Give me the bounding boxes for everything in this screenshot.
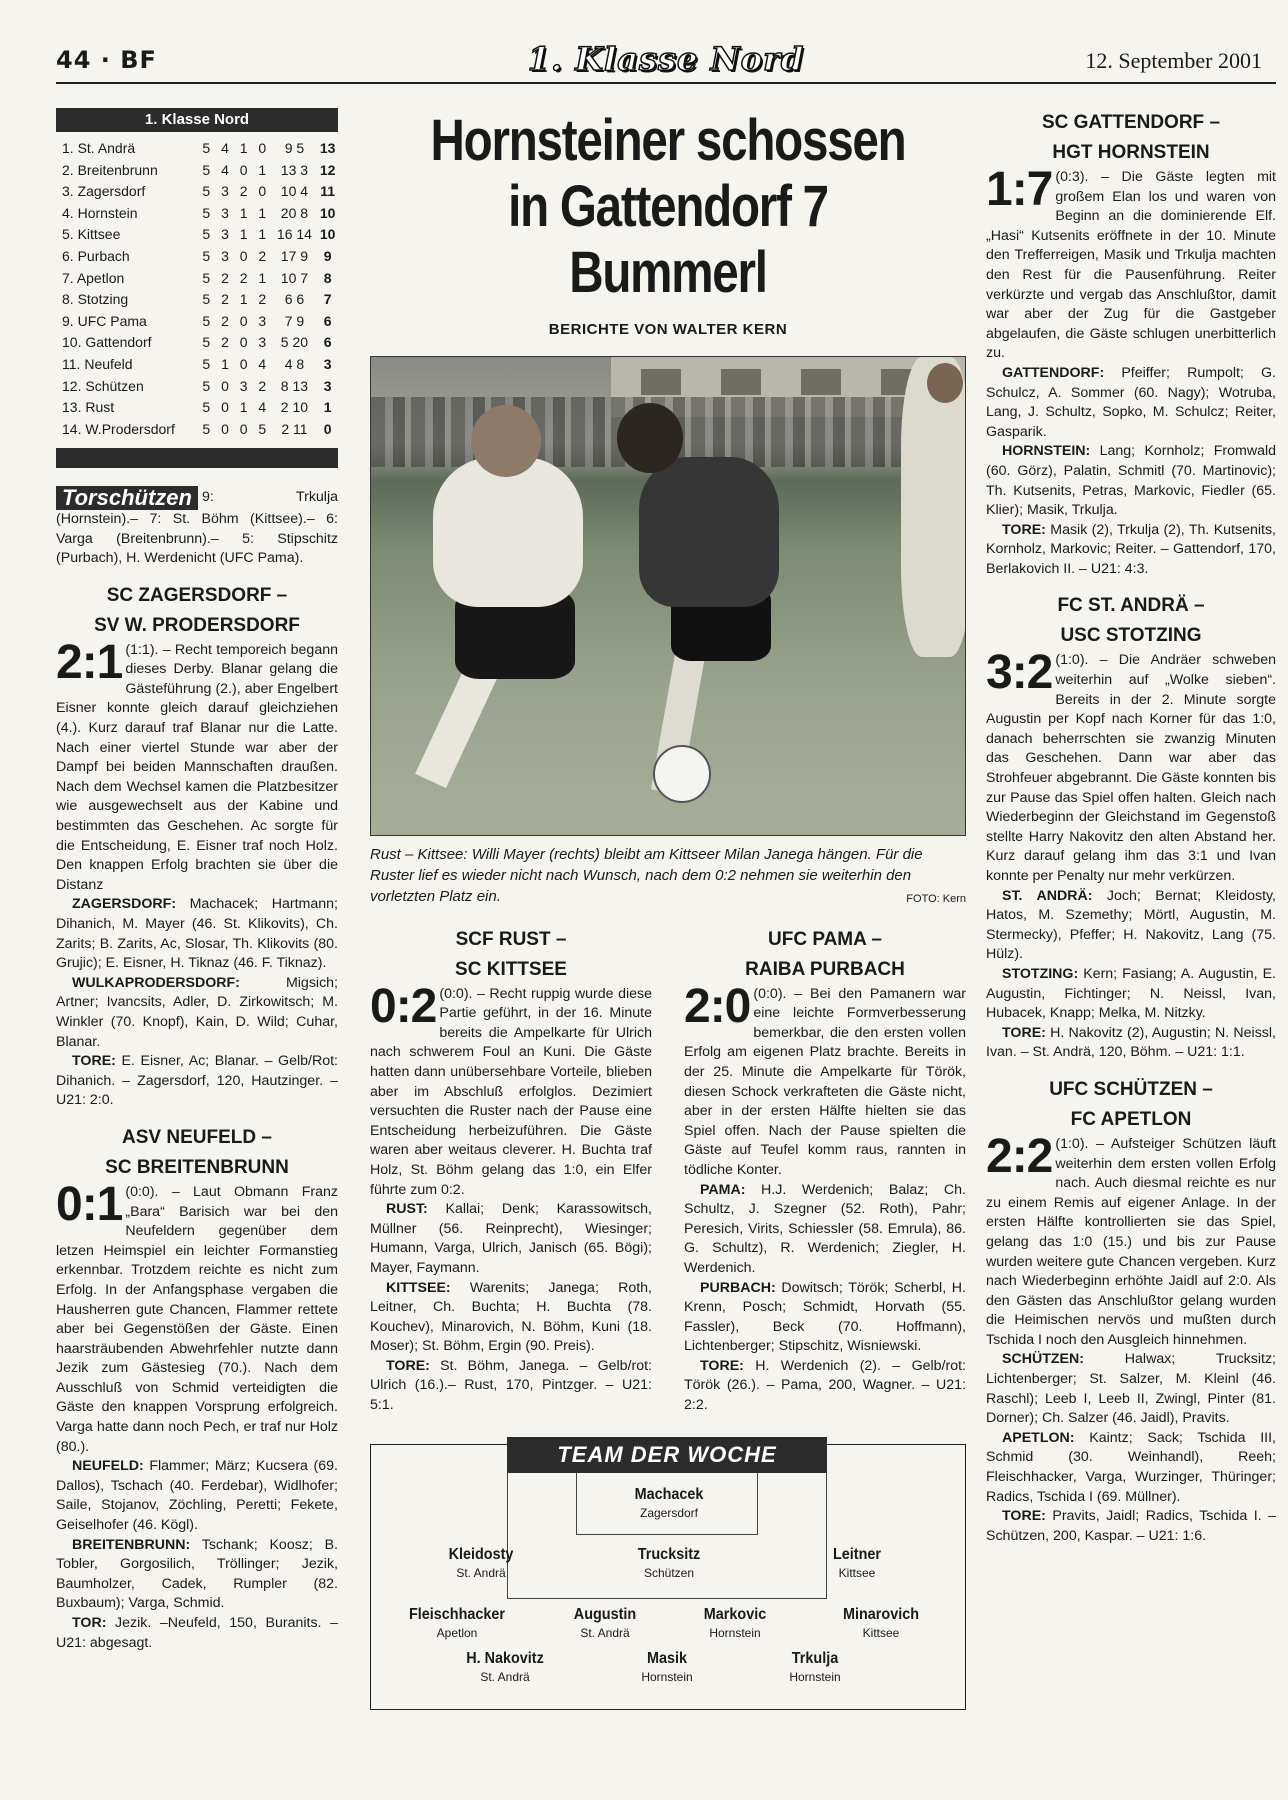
standings-row: [56, 181, 338, 203]
standings-sp: 5: [202, 420, 211, 437]
standings-pts: 10: [319, 204, 336, 221]
standings-goals: 8 13: [280, 377, 309, 394]
standings-row: [56, 332, 338, 354]
standings-team: 12. Schützen: [62, 377, 144, 394]
standings-row: [56, 289, 338, 311]
lineup-away: APETLON: Kaintz; Sack; Tschida III, Schmid (30. Weinhandl), Reeh; Fleischhacker, Varga, Wurzinger, Thüringer; Radics, Tschida I (69. Müllner).: [986, 1429, 1276, 1505]
match-goals: TORE: H. Werdenich (2). – Gelb/rot: Török (26.). – Pama, 200, Wagner. – U21: 2:2.: [684, 1357, 966, 1414]
standings-goals: 9 5: [284, 140, 305, 156]
match-goals: TORE: E. Eisner, Ac; Blanar. – Gelb/Rot: Dihanich. – Zagersdorf, 120, Hautzinger. – U21: 2:0.: [56, 1053, 338, 1109]
team-of-the-week-title: TEAM DER WOCHE: [507, 1437, 827, 1473]
match-score: 2:2: [986, 1129, 1053, 1183]
top-scorers-label: Torschützen: [56, 486, 198, 510]
match-goals: TORE: Pravits, Jaidl; Radics, Tschida I. – Schützen, 200, Kaspar. – U21: 1:6.: [986, 1508, 1276, 1544]
standings-goals: 5 20: [280, 334, 309, 351]
standings-u: 0: [239, 420, 248, 437]
standings-u: 0: [239, 247, 248, 264]
standings-s: 4: [221, 161, 229, 178]
photo-player-light: [433, 457, 583, 607]
match-report: 0:1 (0:0). – Laut Obmann Franz „Bara“ Barisich war bei den Neufeldern gegenüber dem letzen Heimspiel ein leichter Formanstieg erkennbar. Trotzdem reichte es nicht zum Erfolg. In der Anfangsphase vergaben die Hausherren gute Chancen, Flammer rettete aber bei Gegenstößen der Gäste. Einen haarsträubenden Abwehrfehler nutzte dann Jezik zum Gästesieg (70.). Nach dem Ausschluß von Schmid verteidigten die Gäste den knappen Vorsprung erfolgreich. Varga hatte dann noch Pech, er traf nur Holz (80.).: [56, 1177, 338, 1455]
standings-s: 0: [221, 399, 229, 416]
match-report: 0:2 (0:0). – Recht ruppig wurde diese Partie geführt, in der 16. Minute bereits die Ampelkarte für Ulrich nach schwerem Foul an Kuni. Die Gäste hatten dann unübersehbare Vorteile, blieben aber im Abschluß erfolglos. Dezimiert versuchten die Ruster nach der Pause eine Entscheidung herbeizuführen. Die Gäste waren aber weitaus cleverer. H. Buchta traf Holz, St. Böhm gelang das 1:0, ein Elfer führte zum 0:2.: [370, 979, 652, 1198]
standings-goals: 17 9: [280, 247, 309, 264]
standings-row: [56, 268, 338, 290]
standings-sp: 5: [202, 399, 211, 416]
standings-s: 4: [221, 140, 229, 156]
standings-box: [56, 108, 338, 468]
standings-row: [56, 419, 338, 441]
standings-row: [56, 354, 338, 376]
right-column: [986, 108, 1276, 1546]
standings-u: 1: [239, 399, 248, 416]
standings-goals: 2 11: [281, 420, 308, 437]
standings-row: [56, 224, 338, 246]
standings-n: 0: [258, 183, 267, 200]
standings-n: 4: [258, 399, 267, 416]
match-report: 1:7 (0:3). – Die Gäste legten mit großem Elan los und waren von Beginn an die dominierende Elf. „Hasi“ Kutsenits eröffnete in der 10. Minute den Trefferreigen, Masik und Trkulja machten den Rest für die Pausenführung. Reiter verkürzte und vergab das Anschlußtor, damit war aber der Zug für die Gastgeber abgelaufen, die Gäste schlugen unerbitterlich zu.: [986, 163, 1276, 362]
standings-row: [56, 203, 338, 225]
standings-sp: 5: [202, 355, 211, 372]
standings-pts: 9: [323, 247, 332, 264]
standings-pts: 3: [323, 377, 332, 394]
standings-goals: 10 7: [280, 269, 309, 286]
standings-sp: 5: [202, 183, 211, 200]
match-goals: TORE: H. Nakovitz (2), Augustin; N. Neissl, Ivan. – St. Andrä, 120, Böhm. – U21: 1:1.: [986, 1024, 1276, 1061]
lineup-home: SCHÜTZEN: Halwax; Trucksitz; Lichtenberger; St. Salzer, M. Kleinl (46. Raschl); Leeb I, Leeb II, Zwingl, Pinter (81. Dorner); Ch. Salzer (46. Jaidl), Pravits.: [986, 1351, 1276, 1427]
left-column: [56, 108, 338, 1653]
match-schuetzen: [986, 1075, 1276, 1546]
standings-goals: 6 6: [284, 291, 305, 308]
match-score: 3:2: [986, 646, 1053, 700]
standings-sp: 5: [202, 377, 211, 394]
standings-team: 8. Stotzing: [62, 291, 129, 308]
standings-n: 3: [258, 312, 267, 329]
standings-sp: 5: [202, 226, 211, 243]
match-title-home: SCF RUST –: [455, 928, 567, 950]
standings-n: 2: [258, 247, 267, 264]
main-headline: Hornsteiner schossen in Gattendorf 7 Bummerl: [430, 108, 906, 305]
standings-s: 0: [221, 420, 229, 437]
team-player: Trucksitz Schützen: [637, 1546, 701, 1580]
issue-date: 12. September 2001: [1085, 48, 1262, 73]
standings-team: 4. Hornstein: [62, 204, 138, 221]
standings-s: 2: [221, 269, 229, 286]
standings-team: 5. Kittsee: [62, 226, 121, 243]
photo-player-right: [901, 357, 966, 657]
standings-s: 3: [221, 226, 229, 243]
match-photo: [370, 356, 966, 836]
standings-team: 10. Gattendorf: [62, 334, 152, 351]
standings-u: 1: [239, 291, 248, 308]
standings-s: 2: [221, 334, 229, 351]
standings-n: 2: [258, 291, 267, 308]
page-number: 44 · BF: [56, 46, 157, 74]
standings-u: 1: [239, 204, 248, 221]
standings-row: [56, 311, 338, 333]
standings-team: 13. Rust: [62, 399, 115, 416]
page-header: [56, 40, 1276, 84]
standings-pts: 1: [323, 399, 332, 416]
standings-pts: 7: [323, 291, 332, 308]
match-neufeld: [56, 1123, 338, 1653]
match-score: 0:2: [370, 979, 437, 1033]
standings-s: 3: [221, 247, 229, 264]
match-score: 0:1: [56, 1177, 123, 1231]
match-gattendorf: [986, 108, 1276, 579]
standings-title: 1. Klasse Nord: [56, 108, 338, 132]
match-score: 1:7: [986, 163, 1053, 216]
match-pama: [684, 913, 966, 1416]
team-player: Leitner Kittsee: [832, 1546, 882, 1580]
standings-u: 3: [239, 377, 248, 394]
standings-pts: 13: [319, 140, 336, 156]
standings-u: 0: [239, 312, 248, 329]
standings-goals: 7 9: [284, 312, 305, 329]
standings-pts: 11: [320, 183, 336, 200]
standings-s: 2: [221, 291, 229, 308]
standings-u: 0: [239, 161, 248, 178]
standings-n: 1: [258, 204, 267, 221]
lineup-away: PURBACH: Dowitsch; Török; Scherbl, H. Krenn, Posch; Schmidt, Horvath (55. Fassler), Beck (70. Hoffmann), Lichtenberger; Stipschitz, Wisniewski.: [684, 1279, 966, 1355]
standings-team: 9. UFC Pama: [62, 312, 147, 329]
standings-goals: 16 14: [276, 226, 312, 243]
standings-team: 1. St. Andrä: [62, 140, 136, 156]
standings-sp: 5: [202, 204, 211, 221]
match-title-away: RAIBA PURBACH: [745, 958, 905, 980]
team-player: Trkulja Hornstein: [789, 1650, 841, 1684]
top-scorers: [56, 486, 338, 568]
match-report: 2:1 (1:1). – Recht temporeich begann dieses Derby. Blanar gelang die Gästeführung (2.), aber Engelbert Eisner konnte gleich darauf gleichziehen (4.). Kurz darauf traf Blanar nur die Latte. Nach einer viertel Stunde war aber der Dampf bei beiden Mannschaften draußen. Nach dem Wechsel kamen die Platzbesitzer wie ausgewechselt aus der Kabine und bestimmten das Geschehen. Ac sorgte für die Entscheidung, E. Eisner traf noch Holz. Den knappen Erfolg brachten sie über die Distanz: [56, 635, 338, 893]
standings-u: 0: [239, 334, 248, 351]
standings-n: 0: [258, 140, 267, 156]
standings-pts: 0: [323, 420, 332, 437]
lineup-away: KITTSEE: Warenits; Janega; Roth, Leitner, Ch. Buchta; H. Buchta (78. Kouchev), Minarovich, N. Böhm, Kuni (18. Moser); St. Böhm, Ergin (90. Preis).: [370, 1279, 652, 1355]
standings-goals: 10 4: [280, 183, 309, 200]
team-player: Augustin St. Andrä: [573, 1606, 637, 1640]
standings-u: 2: [239, 269, 248, 286]
match-standrae: [986, 591, 1276, 1062]
standings-u: 2: [239, 183, 248, 200]
standings-team: 6. Purbach: [62, 247, 130, 264]
standings-n: 1: [258, 226, 267, 243]
lineup-away: STOTZING: Kern; Fasiang; A. Augustin, E. Augustin, Fichtinger; N. Neissl, Ivan, Hubacek, Knapp; Melka, M. Nitzky.: [986, 965, 1276, 1022]
standings-u: 1: [239, 140, 248, 156]
standings-team: 14. W.Prodersdorf: [62, 420, 175, 437]
team-player: Fleischhacker Apetlon: [408, 1606, 506, 1640]
standings-n: 1: [258, 269, 267, 286]
standings-row: [56, 376, 338, 398]
standings-row: [56, 138, 338, 160]
standings-sp: 5: [202, 269, 211, 286]
team-player: Machacek Zagersdorf: [634, 1486, 704, 1520]
match-goals: TORE: Masik (2), Trkulja (2), Th. Kutsenits, Kornholz, Markovic; Reiter. – Gattendorf, 170, Berlakovich II. – U21: 4:3.: [986, 521, 1276, 577]
byline: BERICHTE VON WALTER KERN: [548, 321, 788, 338]
match-title-away: USC STOTZING: [1060, 625, 1202, 647]
lineup-home: PAMA: H.J. Werdenich; Balaz; Ch. Schultz, J. Szegner (52. Roth), Pahr; Peresich, Virits, Schiessler (58. Emrula), 86. G. Schultz), R. Werdenich; Ziegler, H. Werdenich.: [684, 1181, 966, 1276]
top-scorers-text: 9: Trkulja (Hornstein).– 7: St. Böhm (Kittsee).– 6: Varga (Breitenbrunn).– 5: Stipschitz (Purbach), H. Werdenicht (UFC Pama).: [56, 489, 338, 567]
standings-table: [56, 138, 338, 440]
standings-s: 3: [221, 204, 229, 221]
photo-player-dark: [639, 457, 779, 607]
standings-pts: 3: [323, 355, 332, 372]
match-goals: TORE: St. Böhm, Janega. – Gelb/rot: Ulrich (16.).– Rust, 170, Pintzger. – U21: 5:1.: [370, 1357, 652, 1414]
standings-goals: 4 8: [284, 355, 305, 372]
standings-goals: 13 3: [280, 161, 309, 178]
standings-team: 7. Apetlon: [62, 269, 125, 286]
match-title-home: SC GATTENDORF –: [1041, 112, 1221, 133]
match-report: 2:2 (1:0). – Aufsteiger Schützen läuft weiterhin dem ersten vollen Erfolg nach. Auch diesmal reichte es nur zu einem Remis auf eigener Anlage. In der ersten Hälfte kontrollierten sie das Spiel, gelang das 1:0 (15.) und bis zur Pause wurden weitere gute Chancen vergeben. Kurz nach Wiederbeginn erhöhte Jaidl auf 2:0. Als den Gästen das Anschlußtor gelang wurden die Heimischen nervös und mußten durch Tschida I noch den Ausgleich hinnehmen.: [986, 1129, 1276, 1348]
standings-u: 1: [239, 226, 248, 243]
standings-sp: 5: [202, 312, 211, 329]
photo-ball: [653, 745, 711, 803]
standings-footer-bar: [56, 448, 338, 468]
standings-team: 11. Neufeld: [62, 355, 133, 372]
match-title-away: SV W. PRODERSDORF: [94, 614, 300, 636]
match-title-away: SC KITTSEE: [455, 958, 567, 980]
match-report: 2:0 (0:0). – Bei den Pamanern war eine leichte Formverbesserung bemerkbar, die den ersten vollen Erfolg am eigenen Platz brachte. Bereits in der 25. Minute die Ampelkarte für Török, diesen Schock verkrafteten die Gäste nicht, aber in der ersten Hälfte hielten sie das Spiel offen. Nach der Pause spielten die Gäste auf Teufel komm raus, rannten in tödliche Konter.: [684, 979, 966, 1178]
standings-s: 0: [221, 377, 229, 394]
match-title-home: SC ZAGERSDORF –: [106, 584, 288, 606]
standings-u: 0: [239, 355, 248, 372]
match-score: 2:1: [56, 635, 123, 689]
match-zagersdorf: [56, 581, 338, 1111]
match-title-away: HGT HORNSTEIN: [1052, 142, 1210, 163]
standings-pts: 8: [323, 269, 332, 286]
team-of-the-week: [370, 1444, 966, 1710]
team-player: Masik Hornstein: [641, 1650, 693, 1684]
standings-pts: 12: [319, 161, 336, 178]
team-player: Markovic Hornstein: [703, 1606, 767, 1640]
lineup-home: ZAGERSDORF: Machacek; Hartmann; Dihanich, M. Mayer (46. St. Klikovits), Ch. Zarits; B. Zarits, Ac, Slosar, Th. Klikovits (80. Grujic); E. Eisner, H. Tiknaz (46. F. Tiknaz).: [56, 896, 338, 972]
photo-caption: Rust – Kittsee: Willi Mayer (rechts) bleibt am Kittseer Milan Janega hängen. Für die Ruster lief es wieder nicht nach Wunsch, nach dem 0:2 nehmen sie weiterhin den vorletzten Platz ein. FOTO: Kern: [370, 844, 966, 907]
standings-goals: 20 8: [280, 204, 309, 221]
standings-n: 2: [258, 377, 267, 394]
match-title-home: FC ST. ANDRÄ –: [1057, 595, 1205, 617]
middle-column: [370, 108, 966, 1416]
standings-row: [56, 397, 338, 419]
standings-n: 5: [258, 420, 267, 437]
standings-n: 1: [258, 161, 267, 178]
standings-n: 4: [258, 355, 267, 372]
lineup-away: WULKAPRODERSDORF: Migsich; Artner; Ivancsits, Adler, D. Zirkowitsch; M. Winkler (70. Knopf), Kain, D. Wild; Cuhar, Blanar.: [56, 974, 338, 1050]
standings-sp: 5: [202, 334, 211, 351]
lineup-home: RUST: Kallai; Denk; Karassowitsch, Müllner (56. Reinprecht), Wiesinger; Humann, Varga, Ulrich, Janisch (65. Bögi); Mayer, Faymann.: [370, 1201, 652, 1276]
match-title-home: ASV NEUFELD –: [122, 1126, 272, 1148]
standings-sp: 5: [202, 247, 211, 264]
match-title-home: UFC PAMA –: [768, 928, 882, 950]
standings-team: 3. Zagersdorf: [62, 183, 146, 200]
team-player: Kleidosty St. Andrä: [448, 1546, 514, 1580]
standings-s: 3: [221, 183, 229, 200]
lineup-away: HORNSTEIN: Lang; Kornholz; Fromwald (60. Görz), Palatin, Schmitl (70. Martinovic); Th. Kutsenits, Petras, Markovic, Fiedler (65. Klier); Masik, Trkulja.: [986, 443, 1276, 519]
standings-sp: 5: [202, 291, 211, 308]
standings-sp: 5: [202, 140, 211, 156]
lineup-home: ST. ANDRÄ: Joch; Bernat; Kleidosty, Hatos, M. Szemethy; Mörtl, Augustin, M. Stermecky), Pfeffer; H. Nakovitz, Lang (75. Hülz).: [986, 887, 1276, 963]
match-goals: TOR: Jezik. –Neufeld, 150, Buranits. – U21: abgesagt.: [56, 1615, 338, 1651]
team-player: H. Nakovitz St. Andrä: [466, 1650, 544, 1684]
league-title: 1. Klasse Nord: [527, 40, 805, 78]
standings-row: [56, 160, 338, 182]
team-player: Minarovich Kittsee: [842, 1606, 920, 1640]
match-rust: [370, 913, 652, 1416]
standings-pts: 6: [323, 334, 332, 351]
standings-team: 2. Breitenbrunn: [62, 161, 158, 178]
lineup-home: NEUFELD: Flammer; März; Kucsera (69. Dallos), Tschach (40. Ferdebar), Widlhofer; Saile, Stojanov, Zöchling, Peretti; Fekete, Geiselhofer (46. Kögl).: [56, 1458, 338, 1534]
standings-n: 3: [258, 334, 267, 351]
match-title-away: FC APETLON: [1070, 1108, 1192, 1130]
standings-s: 1: [221, 355, 229, 372]
standings-sp: 5: [202, 161, 211, 178]
standings-goals: 2 10: [280, 399, 309, 416]
standings-s: 2: [221, 312, 229, 329]
photo-credit: FOTO: Kern: [906, 892, 966, 905]
standings-pts: 6: [323, 312, 332, 329]
match-report: 3:2 (1:0). – Die Andräer schweben weiterhin auf „Wolke sieben“. Bereits in der 2. Minute sorgte Augustin per Kopf nach Korner für das 1:0, danach beherrschten sie zwanzig Minuten das Geschehen. Dann war aber das Strohfeuer abgebrannt. Die Gäste konnten bis zur Pause das Spiel offen halten. Gleich nach Wiederbeginn der Gleichstand im Gegenstoß stellte Harry Nakovitz den alten Abstand her. Kurz darauf gelang ihm das 3:1 und Ivan konnte per Penalty nur mehr verkürzen.: [986, 646, 1276, 884]
match-title-away: SC BREITENBRUNN: [105, 1156, 289, 1178]
standings-row: [56, 246, 338, 268]
standings-pts: 10: [319, 226, 336, 243]
lineup-home: GATTENDORF: Pfeiffer; Rumpolt; G. Schulcz, A. Sommer (60. Nagy); Wotruba, Lang, J. Schultz, Sopko, M. Schulcz; Reiter, Gasparik.: [986, 364, 1276, 440]
match-score: 2:0: [684, 979, 751, 1033]
match-title-home: UFC SCHÜTZEN –: [1049, 1078, 1213, 1100]
lineup-away: BREITENBRUNN: Tschank; Koosz; B. Tobler, Gorgosilich, Tröllinger; Jezik, Baumholzer, Cadek, Rumpler (82. Buxbaum); Varga, Schmid.: [56, 1536, 338, 1612]
